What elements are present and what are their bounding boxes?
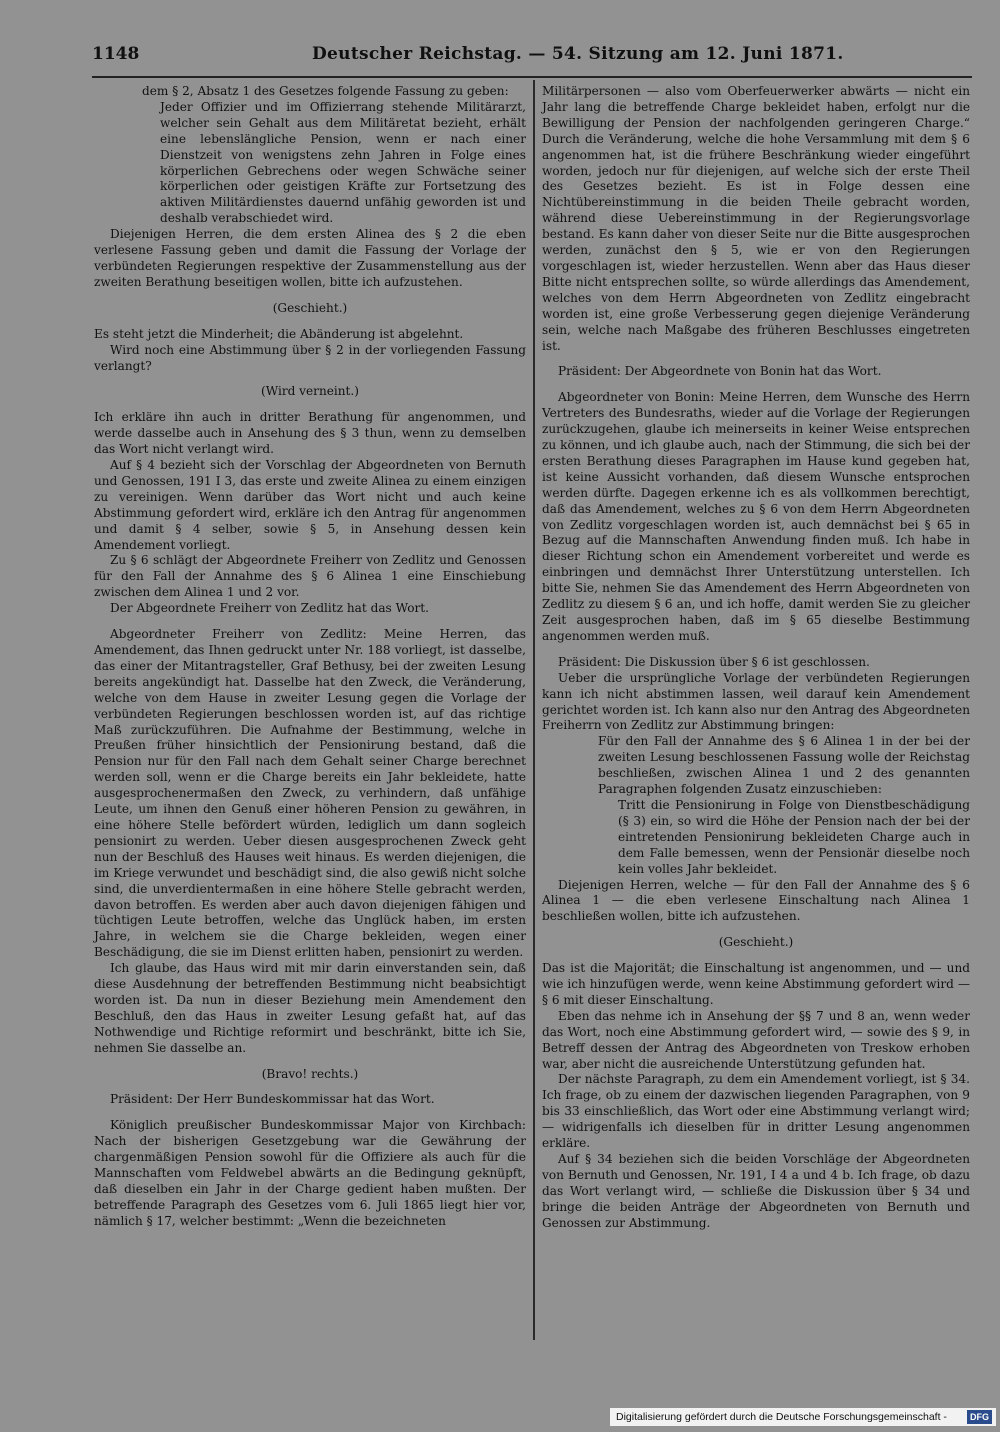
speaker-president: Präsident: Der Abgeordnete von Bonin hat das Wort. (558, 364, 882, 379)
paragraph: Militärpersonen — also vom Oberfeuerwerker abwärts — nicht ein Jahr lang die betreffende Charge bekleidet haben, erfolgt nur die Bewilligung der Pension der nachfolgenden geringeren Charge.“ Durch die Veränderung, welche die hohe Versammlung mit dem § 6 angenommen hat, ist die frühere Beschränkung wieder eingeführt worden, jedoch nur für diejenigen, auf welche sich der erste Theil des Gesetzes bezieht. Es ist in Folge dessen eine Nichtübereinstimmung in die beiden Theile gebracht worden, während diese Uebereinstimmung in der Regierungsvorlage bestand. Es kann daher von dieser Seite nur die Bitte ausgesprochen werden, zunächst den § 5, wie er von den Regierungen vorgeschlagen ist, wieder herzustellen. Wenn aber das Haus dieser Bitte nicht entsprechen sollte, so würde allerdings das Amendement, welches von dem Herrn Abgeordneten von Zedlitz eingebracht worden ist, eine große Verbesserung gegen diejenige Veränderung sein, welche nach Maßgabe des früheren Beschlusses eingetreten ist. (542, 84, 970, 353)
paragraph: Zu § 6 schlägt der Abgeordnete Freiherr von Zedlitz und Genossen für den Fall der Annahme des § 6 Alinea 1 eine Einschiebung zwischen dem Alinea 1 und 2 vor. (94, 553, 526, 600)
paragraph: Auf § 4 bezieht sich der Vorschlag der Abgeordneten von Bernuth und Genossen, 191 I 3, das erste und zweite Alinea zu einem einzigen zu vereinigen. Wenn darüber das Wort nicht und auch keine Abstimmung gefordert wird, erkläre ich den Antrag für angenommen und damit § 4 selber, sowie § 5, in Ansehung dessen kein Amendement vorliegt. (94, 458, 526, 552)
paragraph: dem § 2, Absatz 1 des Gesetzes folgende Fassung zu geben: (142, 84, 509, 98)
quoted-text: Für den Fall der Annahme des § 6 Alinea 1 in der bei der zweiten Lesung beschlossenen Fassung wolle der Reichstag beschließen, zwischen Alinea 1 und 2 des genannten Paragraphen folgenden Zusatz einzuschieben: (598, 734, 970, 797)
quoted-text: Jeder Offizier und im Offizierrang stehende Militärarzt, welcher sein Gehalt aus dem Militäretat bezieht, erhält eine lebenslängliche Pension, wenn er nach einer Dienstzeit von wenigstens zehn Jahren in Folge eines körperlichen Gebrechens oder wegen Schwäche seiner körperlichen oder geistigen Kräfte zur Fortsetzung des aktiven Militärdienstes dauernd unfähig geworden ist und deshalb verabschiedet wird. (160, 99, 526, 226)
paragraph: Es steht jetzt die Minderheit; die Abänderung ist abgelehnt. (94, 326, 464, 341)
paragraph: Diejenigen Herren, die dem ersten Alinea des § 2 die eben verlesene Fassung geben und damit die Fassung der Vorlage der verbündeten Regierungen respektive der Zusammenstellung aus der zweiten Berathung beseitigen wollen, bitte ich aufzustehen. (94, 227, 526, 289)
stage-note: (Geschieht.) (718, 935, 794, 950)
quoted-text: Tritt die Pensionirung in Folge von Dienstbeschädigung (§ 3) ein, so wird die Höhe der Pension nach der bei der eintretenden Pensionirung bekleideten Charge auch in dem Falle bemessen, wenn der Pensionär dieselbe noch kein volles Jahr bekleidet. (618, 797, 970, 876)
stage-note: (Geschieht.) (272, 300, 348, 315)
footer-text: Digitalisierung gefördert durch die Deutsche Forschungsgemeinschaft - (616, 1411, 947, 1423)
paragraph: Der nächste Paragraph, zu dem ein Amendement vorliegt, ist § 34. Ich frage, ob zu einem der dazwischen liegenden Paragraphen, von 9 bis 33 einschließlich, das Wort oder eine Abstimmung verlangt wird; — widrigenfalls ich dieselben für in dritter Lesung angenommen erkläre. (542, 1072, 970, 1151)
page-header (92, 44, 972, 72)
paragraph: Der Abgeordnete Freiherr von Zedlitz hat das Wort. (110, 601, 429, 616)
paragraph: Ich glaube, das Haus wird mit mir darin einverstanden sein, daß diese Ausdehnung der betreffenden Bestimmung nicht beabsichtigt worden ist. Da nun in dieser Beziehung mein Amendement den Beschluß, den das Haus in zweiter Lesung gefaßt hat, auf das Nothwendige und Richtige reformirt und beschränkt, bitte ich Sie, nehmen Sie dasselbe an. (94, 961, 526, 1055)
dfg-logo: DFG (967, 1410, 992, 1424)
stage-note: (Wird verneint.) (261, 384, 359, 399)
paragraph: Eben das nehme ich in Ansehung der §§ 7 und 8 an, wenn weder das Wort, noch eine Abstimmung gefordert wird, — sowie des § 9, in Betreff dessen der Antrag des Abgeordneten von Treskow erhoben war, aber nicht die ausreichende Unterstützung gefunden hat. (542, 1008, 970, 1071)
paragraph: Ueber die ursprüngliche Vorlage der verbündeten Regierungen kann ich nicht abstimmen lassen, weil darauf kein Amendement gerichtet worden ist. Ich kann also nur den Antrag des Abgeordneten Freiherrn von Zedlitz zur Abstimmung bringen: (542, 670, 970, 733)
digitization-footer (610, 1408, 996, 1426)
paragraph: Diejenigen Herren, welche — für den Fall der Annahme des § 6 Alinea 1 — die eben verlesene Einschaltung nach Alinea 1 beschließen wollen, bitte ich aufzustehen. (542, 877, 970, 924)
speech-zedlitz: Abgeordneter Freiherr von Zedlitz: Meine Herren, das Amendement, das Ihnen gedruckt unter Nr. 188 vorliegt, ist dasselbe, das einer der Mitantragsteller, Graf Bethusy, bei der zweiten Lesung bereits angekündigt hat. Dasselbe hat den Zweck, die Veränderung, welche von dem Hause in zweiter Lesung gegen die Vorlage der verbündeten Regierungen beschlossen worden ist, auf das richtige Maß zurückzuführen. Die Aufnahme der Bestimmung, welche in Preußen früher hinsichtlich der Pensionirung bestand, daß die Pension nur für den Fall nach dem Gehalt seiner Charge berechnet werden soll, wenn er die Charge bereits ein Jahr bekleidete, hatte ausgesprochenermaßen den Zweck, zu verhindern, daß unfähige Leute, um ihnen den Genuß einer höheren Pension zu gewähren, in eine höhere Stelle befördert würden, lediglich um dann sogleich pensionirt zu werden. Ueber diesen ausgesprochenen Zweck geht nun der Beschluß des Hauses weit hinaus. Es werden diejenigen, die im Kriege verwundet und beschädigt sind, die also gewiß nicht solche sind, die unverdientermaßen in eine höhere Stelle gebracht werden, davon betroffen. Es werden aber auch davon diejenigen fähigen und tüchtigen Leute betroffen, welche das Unglück haben, im ersten Jahre, in welchem sie die Charge bekleiden, wegen einer Beschädigung, die sie im Dienst erlitten haben, pensionirt zu werden. (94, 627, 526, 960)
paragraph: Auf § 34 beziehen sich die beiden Vorschläge der Abgeordneten von Bernuth und Genossen, Nr. 191, I 4 a und 4 b. Ich frage, ob dazu das Wort verlangt wird, — schließe die Diskussion über § 34 und bringe die beiden Anträge der Abgeordneten von Bernuth und Genossen zur Abstimmung. (542, 1152, 970, 1230)
page-number: 1148 (92, 44, 140, 64)
speech-kirchbach: Königlich preußischer Bundeskommissar Major von Kirchbach: Nach der bisherigen Gesetzgebung war die Gewährung der chargenmäßigen Pension sowohl für die Offiziere als auch für die Mannschaften vom Feldwebel abwärts an die Bedingung geknüpft, daß dieselben ein Jahr in der Charge gedient haben mußten. Der betreffende Paragraph des Gesetzes vom 6. Juli 1865 liegt hier vor, nämlich § 17, welcher bestimmt: „Wenn die bezeichneten (94, 1118, 526, 1228)
speaker-president: Präsident: Der Herr Bundeskommissar hat das Wort. (110, 1092, 435, 1107)
left-column (94, 84, 526, 1230)
stage-note: (Bravo! rechts.) (261, 1066, 359, 1081)
column-divider (533, 80, 535, 1340)
speech-bonin: Abgeordneter von Bonin: Meine Herren, dem Wunsche des Herrn Vertreters des Bundesraths, wieder auf die Vorlage der Regierungen zurückzugehen, glaube ich meinerseits in keiner Weise entsprechen zu können, und ich glaube auch, nach der Stimmung, die sich bei der ersten Berathung dieses Paragraphen im Hause kund gegeben hat, ist keine Aussicht vorhanden, daß diesem Wunsche entsprochen werden dürfte. Dagegen erkenne ich es als vollkommen berechtigt, daß das Amendement, welches zu § 6 von dem Herrn Abgeordneten von Zedlitz vorgeschlagen worden ist, auch demnächst bei § 65 in Bezug auf die Mannschaften Anwendung finden muß. Ich habe in dieser Richtung schon ein Amendement vorbereitet und werde es einbringen und demnächst Ihrer Unterstützung unterstellen. Ich bitte Sie, nehmen Sie das Amendement des Herrn Abgeordneten von Zedlitz zu diesem § 6 an, und ich hoffe, damit werden Sie zu gleicher Zeit ausgesprochen haben, daß im § 65 dieselbe Bestimmung angenommen werden muß. (542, 390, 970, 643)
running-title: Deutscher Reichstag. — 54. Sitzung am 12. Juni 1871. (312, 44, 844, 64)
header-rule (92, 76, 972, 78)
paragraph: Ich erkläre ihn auch in dritter Berathung für angenommen, und werde dasselbe auch in Ansehung des § 3 thun, wenn zu demselben das Wort nicht verlangt wird. (94, 410, 526, 457)
speaker-president: Präsident: Die Diskussion über § 6 ist geschlossen. (558, 654, 870, 669)
paragraph: Das ist die Majorität; die Einschaltung ist angenommen, und — und wie ich hinzufügen werde, wenn keine Abstimmung gefordert wird — § 6 mit dieser Einschaltung. (542, 961, 970, 1007)
paragraph: Wird noch eine Abstimmung über § 2 in der vorliegenden Fassung verlangt? (94, 342, 526, 373)
right-column (542, 84, 970, 1232)
